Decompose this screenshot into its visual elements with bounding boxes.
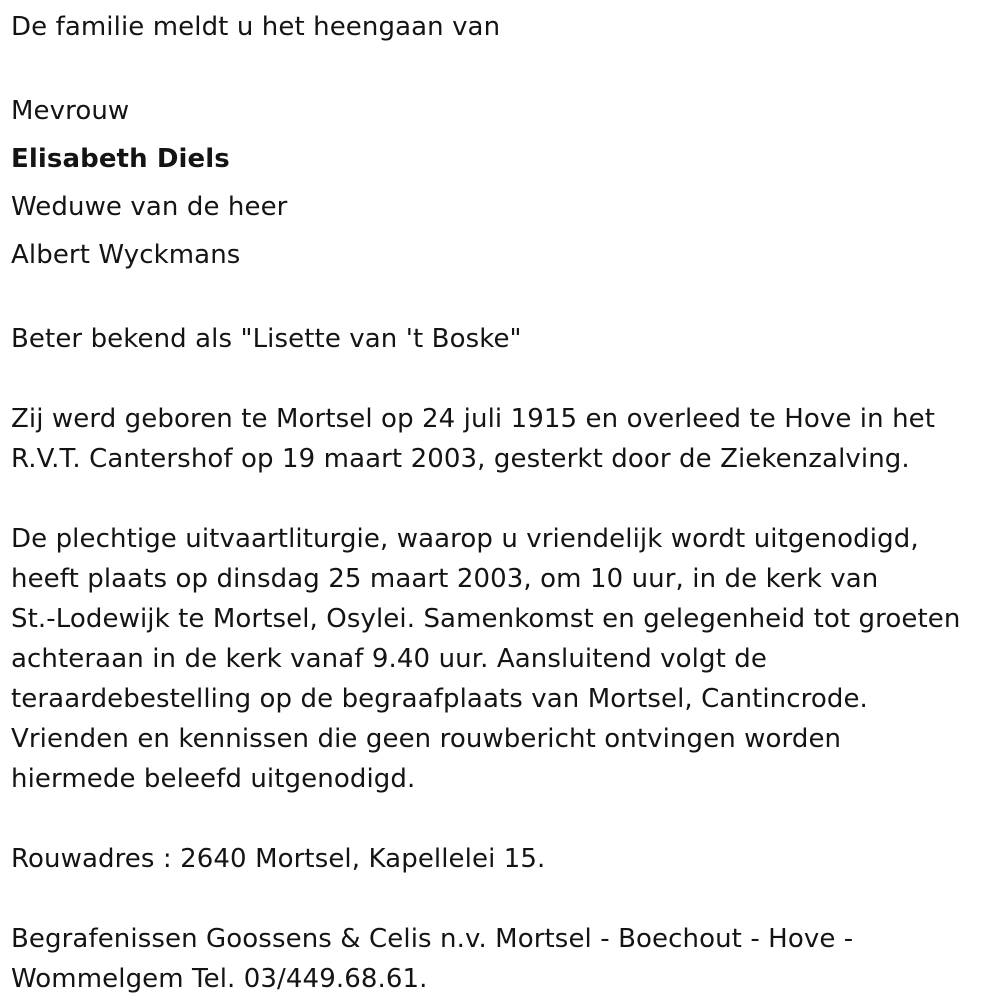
deceased-block [11, 87, 991, 279]
paragraph-line: Zij werd geboren te Mortsel op 24 juli 1915 en overleed te Hove in het [11, 404, 936, 434]
paragraph-line: Wommelgem Tel. 03/449.68.61. [11, 964, 428, 994]
paragraph-line: Vrienden en kennissen die geen rouwbericht ontvingen worden [11, 724, 842, 754]
paragraph-line: De plechtige uitvaartliturgie, waarop u vriendelijk wordt uitgenodigd, [11, 524, 919, 554]
birth-death-paragraph [11, 399, 991, 479]
obituary-notice [11, 7, 991, 999]
intro-text: De familie meldt u het heengaan van [11, 12, 501, 42]
mourning-address: Rouwadres : 2640 Mortsel, Kapellelei 15. [11, 844, 546, 874]
paragraph-line: R.V.T. Cantershof op 19 maart 2003, gesterkt door de Ziekenzalving. [11, 444, 910, 474]
undertaker-paragraph [11, 919, 991, 999]
widow-line: Weduwe van de heer [11, 192, 288, 222]
paragraph-line: hiermede beleefd uitgenodigd. [11, 764, 416, 794]
deceased-name: Elisabeth Diels [11, 144, 230, 174]
paragraph-line: St.-Lodewijk te Mortsel, Osylei. Samenkomst en gelegenheid tot groeten [11, 604, 961, 634]
salutation: Mevrouw [11, 96, 130, 126]
funeral-paragraph [11, 519, 991, 799]
paragraph-line: teraardebestelling op de begraafplaats van Mortsel, Cantincrode. [11, 684, 868, 714]
paragraph-line: achteraan in de kerk vanaf 9.40 uur. Aansluitend volgt de [11, 644, 767, 674]
spouse-name: Albert Wyckmans [11, 240, 241, 270]
known-as-text: Beter bekend als "Lisette van 't Boske" [11, 324, 522, 354]
paragraph-line: heeft plaats op dinsdag 25 maart 2003, om 10 uur, in de kerk van [11, 564, 879, 594]
paragraph-line: Begrafenissen Goossens & Celis n.v. Mortsel - Boechout - Hove - [11, 924, 854, 954]
